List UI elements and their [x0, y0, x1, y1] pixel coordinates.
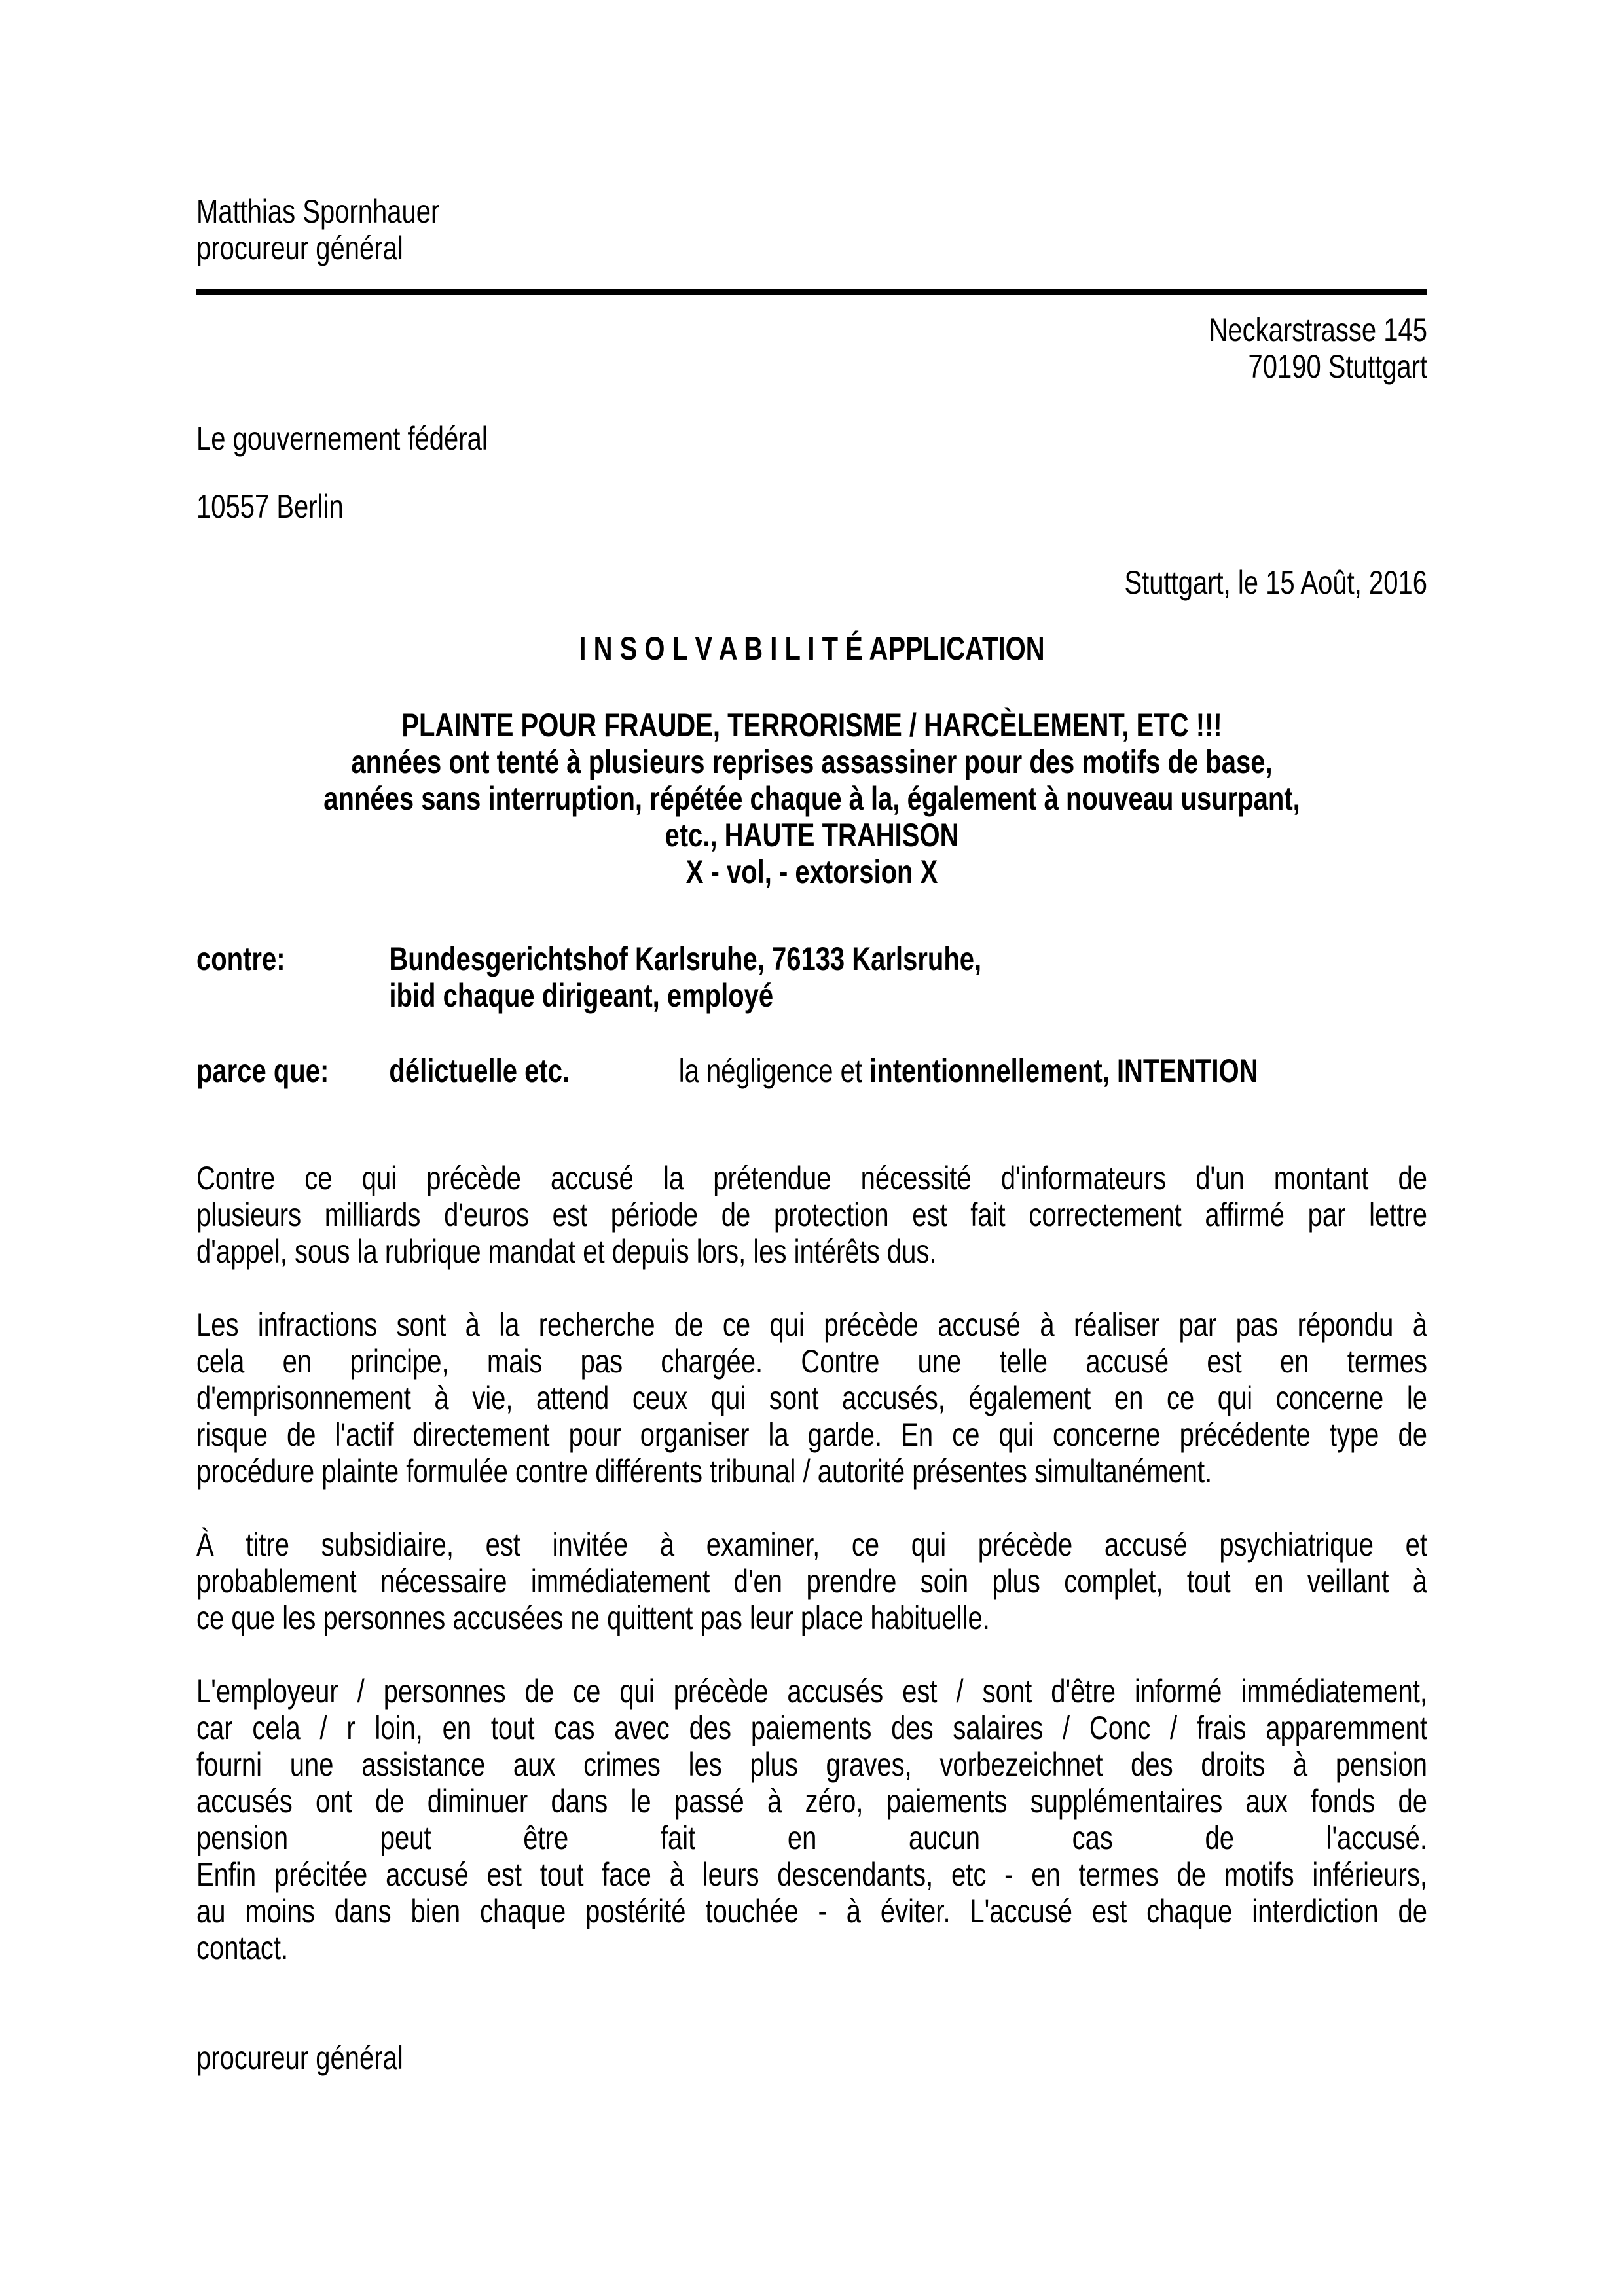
subject-line-5: X - vol, - extorsion X — [685, 853, 938, 890]
contre-label: contre: — [196, 941, 285, 977]
document-title: I N S O L V A B I L I T É APPLICATION — [579, 630, 1045, 667]
subject-block — [196, 707, 1427, 890]
subject-line-4: etc., HAUTE TRAHISON — [665, 817, 959, 853]
recipient-name: Le gouvernement fédéral — [196, 420, 488, 457]
paragraph-1 — [196, 1160, 1427, 1270]
paragraph-4 — [196, 1673, 1427, 1966]
body-line: risque de l'actif directement pour organiser la garde. En ce qui concerne précédente type de — [196, 1416, 1427, 1453]
contre-line-2: ibid chaque dirigeant, employé — [389, 977, 774, 1014]
body-line: d'emprisonnement à vie, attend ceux qui sont accusés, également en ce qui concerne le — [196, 1380, 1427, 1416]
body-line: au moins dans bien chaque postérité touchée - à éviter. L'accusé est chaque interdiction de — [196, 1893, 1427, 1929]
parce-que-rest — [679, 1052, 1258, 1089]
signature-role: procureur général — [196, 2039, 403, 2076]
body-line: plusieurs milliards d'euros est période de protection est fait correctement affirmé par lettre — [196, 1196, 1427, 1233]
body-line: fourni une assistance aux crimes les plus graves, vorbezeichnet des droits à pension — [196, 1746, 1427, 1783]
paragraph-3 — [196, 1526, 1427, 1636]
body-line: procédure plainte formulée contre différents tribunal / autorité présentes simultanément. — [196, 1453, 1213, 1490]
contre-block — [196, 941, 1427, 1014]
parce-que-regular: la négligence et — [678, 1052, 863, 1089]
contre-line-1: Bundesgerichtshof Karlsruhe, 76133 Karlsruhe, — [389, 941, 982, 977]
recipient-city: 10557 Berlin — [196, 488, 344, 525]
sender-name: Matthias Spornhauer — [196, 193, 440, 230]
body-line: À titre subsidiaire, est invitée à examiner, ce qui précède accusé psychiatrique et — [196, 1526, 1427, 1563]
parce-que-block — [196, 1052, 1427, 1089]
body-line: probablement nécessaire immédiatement d'en prendre soin plus complet, tout en veillant à — [196, 1563, 1427, 1600]
sender-address — [196, 312, 1427, 385]
parce-que-label: parce que: — [196, 1052, 329, 1089]
letter-content — [196, 0, 1427, 2076]
body-line: Contre ce qui précède accusé la prétendue nécessité d'informateurs d'un montant de — [196, 1160, 1427, 1196]
body-line: accusés ont de diminuer dans le passé à zéro, paiements supplémentaires aux fonds de — [196, 1783, 1427, 1820]
body-line: contact. — [196, 1929, 289, 1966]
body-line: pension peut être fait en aucun cas de l'accusé. — [196, 1820, 1427, 1856]
sender-role: procureur général — [196, 230, 403, 266]
subject-line-3: années sans interruption, répétée chaque à la, également à nouveau usurpant, — [323, 780, 1300, 817]
sender-block — [196, 193, 1427, 266]
sender-address-line-2: 70190 Stuttgart — [1248, 348, 1427, 385]
parce-que-bold-2: intentionnellement, INTENTION — [869, 1052, 1258, 1089]
body-line: cela en principe, mais pas chargée. Contre une telle accusé est en termes — [196, 1343, 1427, 1380]
sender-address-line-1: Neckarstrasse 145 — [1209, 312, 1427, 348]
body-line: Les infractions sont à la recherche de ce qui précède accusé à réaliser par pas répondu à — [196, 1306, 1427, 1343]
subject-line-1: PLAINTE POUR FRAUDE, TERRORISME / HARCÈLEMENT, ETC !!! — [401, 707, 1222, 744]
body-line: car cela / r loin, en tout cas avec des paiements des salaires / Conc / frais apparemment — [196, 1710, 1427, 1746]
parce-que-bold-1: délictuelle etc. — [389, 1052, 570, 1089]
paragraph-2 — [196, 1306, 1427, 1490]
body-line: L'employeur / personnes de ce qui précède accusés est / sont d'être informé immédiatement, — [196, 1673, 1427, 1710]
subject-line-2: années ont tenté à plusieurs reprises assassiner pour des motifs de base, — [351, 744, 1273, 780]
header-divider — [196, 289, 1427, 295]
body-line: ce que les personnes accusées ne quittent pas leur place habituelle. — [196, 1600, 990, 1636]
body-line: d'appel, sous la rubrique mandat et depuis lors, les intérêts dus. — [196, 1233, 937, 1270]
date-line: Stuttgart, le 15 Août, 2016 — [1124, 564, 1427, 601]
body-line: Enfin précitée accusé est tout face à leurs descendants, etc - en termes de motifs inférieurs, — [196, 1856, 1427, 1893]
